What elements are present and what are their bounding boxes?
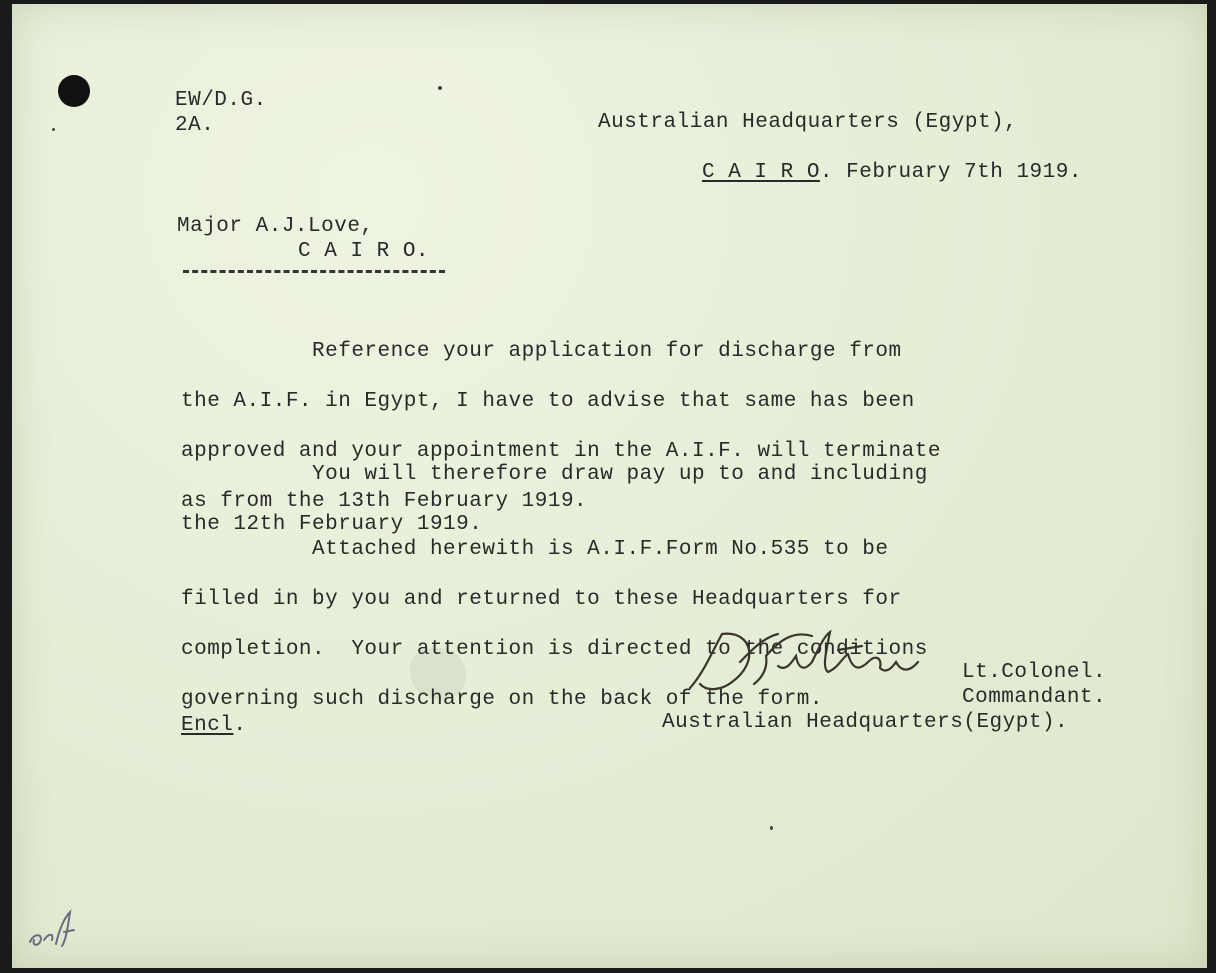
reference-line-1: EW/D.G. bbox=[175, 89, 267, 112]
signatory-unit: Australian Headquarters(Egypt). bbox=[662, 711, 1069, 734]
text-line: Attached herewith is A.I.F.Form No.535 to be bbox=[181, 538, 889, 561]
text-line: as from the 13th February 1919. bbox=[181, 490, 588, 513]
text-line: governing such discharge on the back of the form. bbox=[181, 688, 824, 711]
paper-speck bbox=[770, 826, 773, 830]
sender-date-line bbox=[702, 160, 1082, 185]
pencil-mark bbox=[26, 906, 86, 952]
sender-headquarters: Australian Headquarters (Egypt), bbox=[598, 111, 1018, 134]
signatory-rank: Lt.Colonel. bbox=[962, 661, 1107, 684]
handwritten-signature bbox=[682, 622, 942, 697]
enclosure-period: . bbox=[233, 714, 247, 737]
text-line: the 12th February 1919. bbox=[181, 513, 483, 536]
recipient-name: Major A.J.Love, bbox=[177, 215, 374, 238]
recipient-city: C A I R O. bbox=[298, 240, 430, 263]
paper-speck bbox=[52, 128, 55, 131]
text-line: approved and your appointment in the A.I.F. will terminate bbox=[181, 440, 941, 463]
text-line: the A.I.F. in Egypt, I have to advise that same has been bbox=[181, 390, 915, 413]
sender-city: C A I R O bbox=[702, 161, 820, 184]
text-line: filled in by you and returned to these Headquarters for bbox=[181, 588, 902, 611]
letter-date: . February 7th 1919. bbox=[819, 161, 1082, 184]
signatory-title: Commandant. bbox=[962, 686, 1107, 709]
text-line: Reference your application for discharge from bbox=[181, 340, 902, 363]
punch-hole bbox=[58, 75, 90, 107]
text-line: completion. Your attention is directed to the conditions bbox=[181, 638, 928, 661]
text-line: You will therefore draw pay up to and including bbox=[181, 463, 928, 486]
reference-line-2: 2A. bbox=[175, 114, 215, 137]
enclosure-label: Encl bbox=[181, 714, 234, 737]
address-divider bbox=[183, 270, 445, 273]
paper-speck bbox=[438, 86, 442, 90]
enclosure-note bbox=[181, 713, 247, 738]
